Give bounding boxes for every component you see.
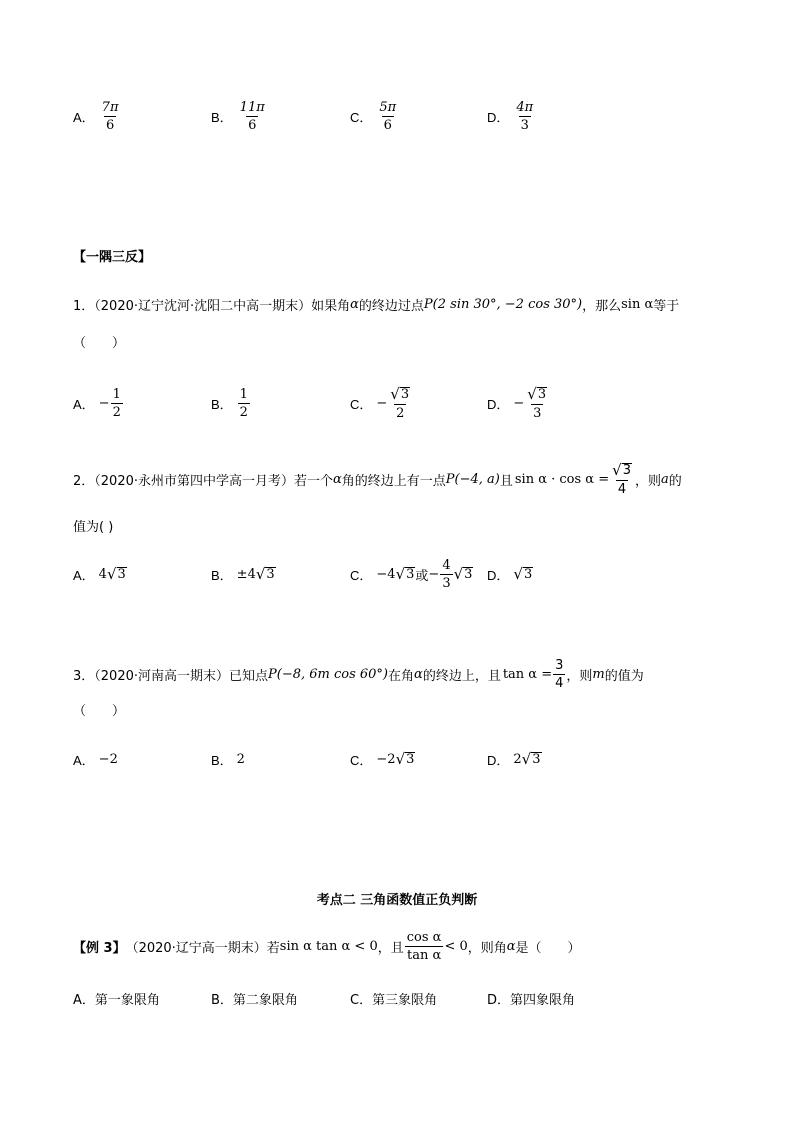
question-1-paren: （ ） [73,336,126,351]
q2-option-d: D． √ 3 [487,565,533,583]
ex3-option-b: B．第二象限角 [211,992,298,1008]
q2-option-a: A． 4 √ 3 [73,565,126,583]
question-3-stem: 3．（2020·河南高一期末）已知点 P(−8, 6m cos 60°) 在角 α 的终边上，且 tan α = $\frac{3}{4}$ ，则 m 的值为 [73,657,644,691]
example-3-options [0,978,794,1018]
q1-option-a: A． − $\frac{1}{2}$ [73,386,121,420]
fraction: $\frac{7\pi}{6}$ [101,99,119,133]
option-d: D． $\frac{4\pi}{3}$ [487,99,534,133]
section-2-title: 考点二 三角函数值正负判断 [316,893,478,908]
question-1-options [0,383,794,423]
q1-option-c: C． − √ 3 2 [350,384,410,421]
fraction: $\frac{4\pi}{3}$ [516,99,534,133]
question-1-stem: 1．（2020·辽宁沈河·沈阳二中高一期末）如果角 α 的终边过点 P(2 sin 30°, −2 cos 30°) ，那么 sin α 等于 [73,297,680,314]
q3-option-a: A． −2 [73,751,118,768]
question-3-options [0,739,794,779]
question-2-options [0,554,794,594]
question-3-paren: （ ） [73,704,126,719]
ex3-option-a: A．第一象限角 [73,992,160,1008]
section-title: 【一隅三反】 [73,250,152,265]
ex3-option-d: D．第四象限角 [487,992,576,1008]
q1-option-d: D． − √ 3 3 [487,384,547,421]
fraction: $\frac{11\pi}{6}$ [239,99,265,133]
q3-option-c: C． −2 √ 3 [350,750,415,768]
q3-option-d: D． 2 √ 3 [487,750,541,768]
q3-option-b: B． 2 [211,751,245,768]
example-3-stem: 【例 3】 （2020·辽宁高一期末）若 sin α tan α < 0 ，且 $\frac{\text{cos α}}{\text{tan α}}$ < 0 ，则角 α 是（ ） [73,929,581,963]
top-options-row [0,96,794,136]
ex3-option-c: C．第三象限角 [350,992,438,1008]
option-c: C． $\frac{5\pi}{6}$ [350,99,397,133]
option-a: A． $\frac{7\pi}{6}$ [73,99,119,133]
question-2-stem: 2．（2020·永州市第四中学高一月考）若一个 α 角的终边上有一点 P(−4, a) 且 sin α · cos α = √ 3 4 ，则 a 的 [73,460,682,497]
question-2-line2: 值为( ) [73,520,114,535]
q2-option-c: C． −4 √ 3 或 − $\frac{4}{3}$ √ 3 [350,557,473,591]
fraction: $\frac{5\pi}{6}$ [379,99,397,133]
q2-option-b: B． ±4 √ 3 [211,565,275,583]
option-b: B． $\frac{11\pi}{6}$ [211,99,265,133]
q1-option-b: B． $\frac{1}{2}$ [211,386,248,420]
